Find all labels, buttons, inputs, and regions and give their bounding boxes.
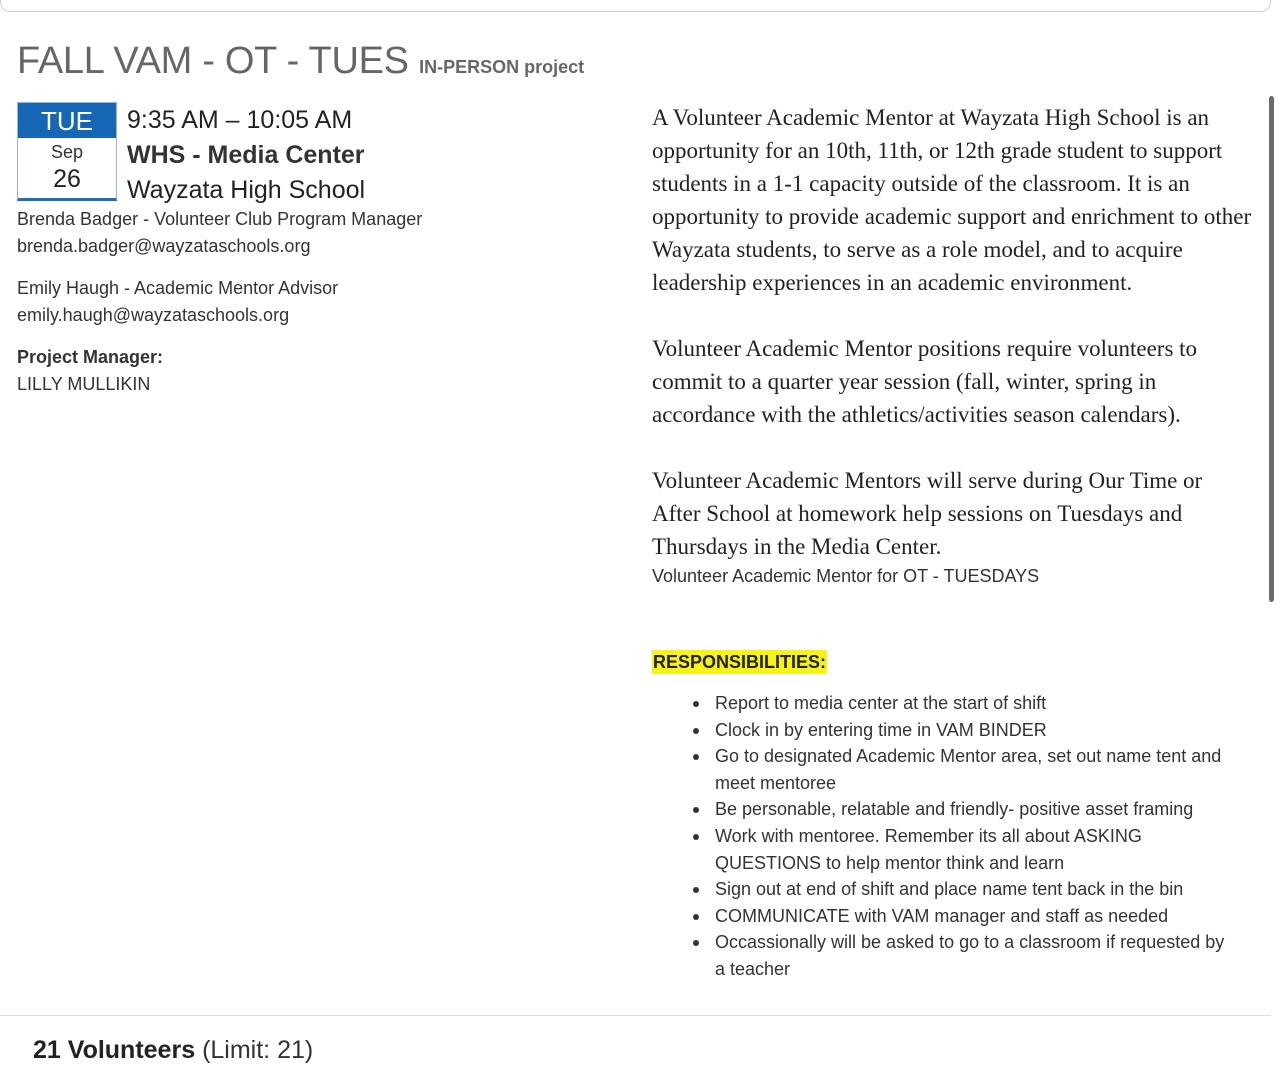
contact-email[interactable]: emily.haugh@wayzataschools.org (17, 305, 290, 325)
shift-details (127, 103, 365, 208)
list-item: Be personable, relatable and friendly- positive asset framing (715, 796, 1235, 823)
list-item: Report to media center at the start of shift (715, 690, 1235, 717)
list-item: Work with mentoree. Remember its all about ASKING QUESTIONS to help mentor think and learn (715, 823, 1235, 876)
shift-location: WHS - Media Center (127, 141, 365, 169)
shift-school: Wayzata High School (127, 176, 366, 204)
project-manager-name: LILLY MULLIKIN (17, 374, 151, 394)
volunteer-count: 21 Volunteers (33, 1036, 196, 1064)
list-item: Occassionally will be asked to go to a classroom if requested by a teacher (715, 929, 1235, 982)
volunteers-summary (33, 1036, 313, 1065)
description-paragraph: Volunteer Academic Mentors will serve during Our Time or After School at homework help sessions on Tuesdays and Thursdays in the Media Center. (652, 468, 1203, 559)
list-item: Sign out at end of shift and place name tent back in the bin (715, 876, 1235, 903)
project-manager-label: Project Manager: (17, 347, 164, 367)
contact-name-role: Emily Haugh - Academic Mentor Advisor (17, 278, 339, 298)
project-type-tag: IN-PERSON project (419, 57, 585, 77)
date-calendar-icon (17, 102, 117, 201)
responsibilities-heading: RESPONSIBILITIES: (653, 652, 827, 672)
list-item: COMMUNICATE with VAM manager and staff as needed (715, 903, 1235, 930)
calendar-day-of-week: TUE (18, 103, 116, 138)
project-title-text: FALL VAM - OT - TUES (17, 40, 409, 82)
description-subtitle: Volunteer Academic Mentor for OT - TUESDAYS (652, 566, 1040, 586)
responsibilities-list (715, 690, 1235, 983)
shift-time: 9:35 AM – 10:05 AM (127, 106, 353, 134)
project-title (17, 40, 584, 83)
contact-email[interactable]: brenda.badger@wayzataschools.org (17, 236, 311, 256)
description-paragraph: Volunteer Academic Mentor positions require volunteers to commit to a quarter year session (fall, winter, spring in accordance with the athletics/activities season calendars). (652, 336, 1198, 427)
project-description (652, 101, 1252, 563)
volunteer-limit: (Limit: 21) (202, 1036, 314, 1064)
description-paragraph: A Volunteer Academic Mentor at Wayzata High School is an opportunity for an 10th, 11th, or 12th grade student to support students in a 1-1 capacity outside of the classroom. It is an opportunity to provide academic support and enrichment to other Wayzata students, to serve as a role model, and to acquire leadership experiences in an academic environment. (652, 105, 1252, 295)
contact-name-role: Brenda Badger - Volunteer Club Program Manager (17, 209, 423, 229)
calendar-day: 26 (53, 165, 81, 193)
section-divider (0, 1015, 1271, 1016)
description-scrollbar[interactable] (1269, 96, 1274, 602)
list-item: Clock in by entering time in VAM BINDER (715, 717, 1235, 744)
top-panel-frame (0, 0, 1271, 12)
contacts-section (17, 206, 422, 398)
calendar-month: Sep (50, 142, 84, 162)
list-item: Go to designated Academic Mentor area, set out name tent and meet mentoree (715, 743, 1235, 796)
